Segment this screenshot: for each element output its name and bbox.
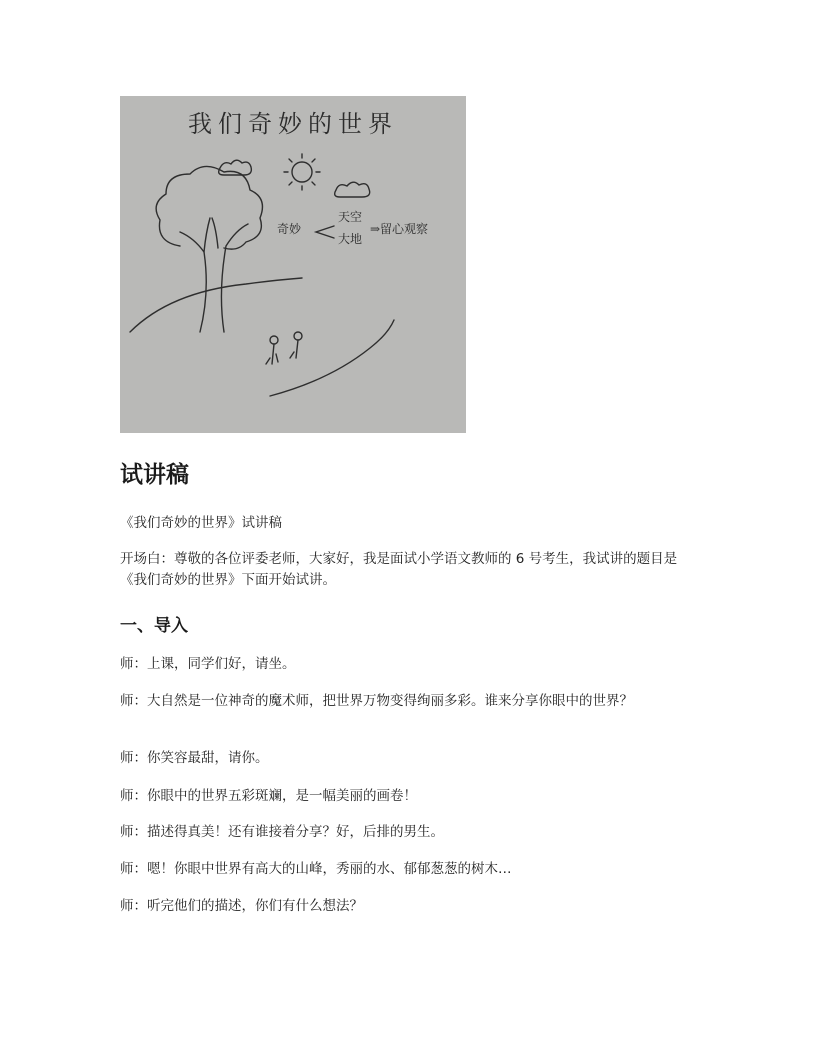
drawing-illustration: [120, 96, 466, 433]
dialogue-line: 师：你笑容最甜，请你。: [120, 750, 269, 766]
drawing-label-observe: ⇒留心观察: [370, 222, 429, 236]
document-subtitle: 《我们奇妙的世界》试讲稿: [120, 515, 282, 531]
section-heading-intro: 一、导入: [120, 616, 188, 636]
tree-icon: [156, 166, 262, 332]
ground-line: [270, 320, 394, 396]
dialogue-line: 师：上课，同学们好，请坐。: [120, 656, 296, 672]
dialogue-line: 师：嗯！你眼中世界有高大的山峰，秀丽的水、郁郁葱葱的树木…: [120, 861, 512, 877]
dialogue-line: 师：大自然是一位神奇的魔术师，把世界万物变得绚丽多彩。谁来分享你眼中的世界？: [120, 693, 633, 709]
ground-line: [130, 278, 302, 332]
drawing-label-earth: 大地: [338, 232, 363, 246]
flower-icon: [266, 332, 302, 364]
opening-paragraph: 开场白：尊敬的各位评委老师，大家好，我是面试小学语文教师的 6 号考生，我试讲的题目是《我们奇妙的世界》下面开始试讲。: [120, 551, 678, 588]
dialogue-line: 师：描述得真美！还有谁接着分享？好，后排的男生。: [120, 824, 444, 840]
document-heading: 试讲稿: [120, 462, 189, 488]
blackboard-drawing: [120, 96, 466, 433]
cloud-icon: [219, 160, 252, 175]
drawing-label-sky: 天空: [338, 210, 363, 224]
sun-icon: [284, 154, 320, 190]
dialogue-line: 师：你眼中的世界五彩斑斓，是一幅美丽的画卷！: [120, 788, 417, 804]
bracket-arrow: [316, 226, 334, 238]
dialogue-line: 师：听完他们的描述，你们有什么想法？: [120, 898, 363, 914]
drawing-label-wonder: 奇妙: [277, 222, 302, 236]
cloud-icon: [335, 182, 370, 197]
drawing-title: 我们奇妙的世界: [188, 110, 398, 138]
